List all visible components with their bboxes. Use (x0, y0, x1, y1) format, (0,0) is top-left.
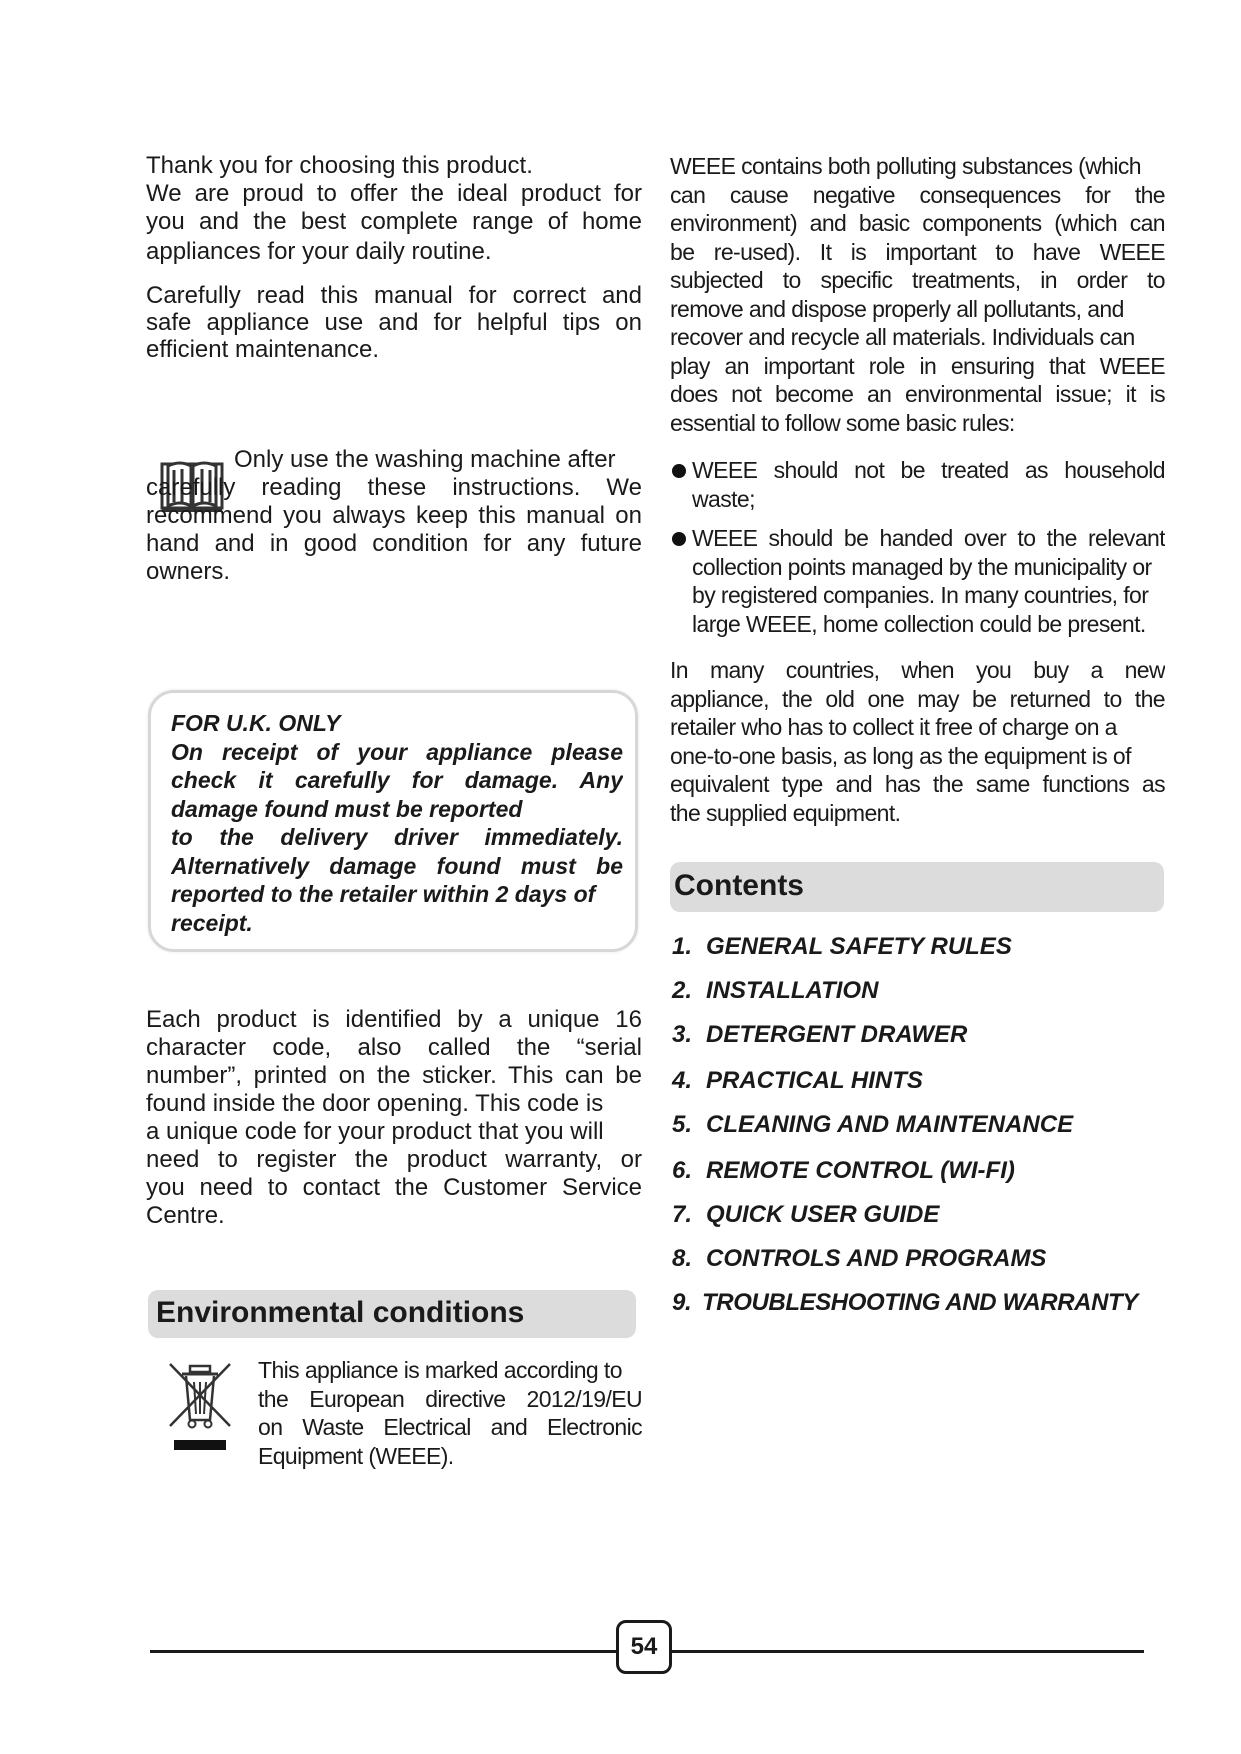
bullet-line: collection points managed by the municipality or (692, 553, 1152, 580)
serial-line: number”, printed on the sticker. This can be (146, 1062, 642, 1089)
right-column (670, 152, 1165, 1352)
take-back-line: In many countries, when you buy a new (670, 657, 1165, 683)
serial-line: Each product is identified by a unique 16 (146, 1006, 642, 1033)
uk-only-notice (148, 690, 638, 952)
weee-para-line: essential to follow some basic rules: (670, 409, 1015, 436)
toc-item[interactable] (672, 1200, 1165, 1230)
weee-para-line: WEEE contains both polluting substances (which (670, 153, 1141, 179)
intro-line: you and the best complete range of home (146, 208, 642, 235)
toc-label: GENERAL SAFETY RULES (706, 933, 1012, 960)
toc-number: 4. (672, 1067, 693, 1094)
serial-line: need to register the product warranty, or (146, 1146, 642, 1173)
weee-marking-text (258, 1356, 642, 1470)
weee-para-line: does not become an environmental issue; it is (670, 381, 1165, 407)
toc-label: QUICK USER GUIDE (706, 1201, 940, 1228)
serial-line: found inside the door opening. This code is (146, 1090, 604, 1117)
toc-number: 8. (672, 1245, 693, 1272)
footer-rule-right (672, 1650, 1144, 1653)
uk-notice-line: receipt. (171, 909, 253, 936)
uk-notice-text (171, 709, 623, 937)
bullet-line: WEEE should not be treated as household (692, 457, 1165, 483)
uk-notice-line: Alternatively damage found must be (171, 852, 623, 879)
bullet-line: WEEE should be handed over to the relevant (692, 525, 1165, 551)
toc-number: 3. (672, 1021, 693, 1048)
serial-line: a unique code for your product that you will (146, 1118, 604, 1145)
toc-item[interactable] (672, 1288, 1165, 1318)
read-manual-line: Carefully read this manual for correct and (146, 282, 642, 309)
crossed-out-bin-icon (166, 1360, 234, 1456)
serial-line: character code, also called the “serial (146, 1034, 642, 1061)
weee-para-line: recover and recycle all materials. Individuals can (670, 324, 1135, 350)
toc-item[interactable] (672, 976, 1165, 1006)
intro-line: Thank you for choosing this product. (146, 152, 533, 179)
toc-label: TROUBLESHOOTING AND WARRANTY (702, 1289, 1138, 1316)
bullet-line: by registered companies. In many countries, for (692, 582, 1149, 608)
uk-notice-line: damage found must be reported (171, 795, 523, 822)
weee-para-line: subjected to specific treatments, in order to (670, 267, 1165, 293)
weee-rule-bullet (670, 524, 1165, 638)
bullet-line: large WEEE, home collection could be present. (692, 610, 1146, 637)
toc-item[interactable] (672, 1244, 1165, 1274)
environmental-conditions-header: Environmental conditions (148, 1290, 636, 1338)
toc-number: 7. (672, 1201, 693, 1228)
page-number: 54 (616, 1620, 672, 1674)
intro-line: appliances for your daily routine. (146, 238, 492, 265)
take-back-line: appliance, the old one may be returned to the (670, 685, 1165, 712)
toc-label: CLEANING AND MAINTENANCE (706, 1111, 1074, 1138)
toc-item[interactable] (672, 1066, 1165, 1096)
toc-label: INSTALLATION (706, 977, 879, 1004)
instructions-line: carefully reading these instructions. We (146, 474, 642, 501)
toc-label: REMOTE CONTROL (WI-FI) (706, 1157, 1015, 1184)
instructions-line: Only use the washing machine after (234, 446, 616, 473)
serial-line: you need to contact the Customer Service (146, 1174, 642, 1201)
serial-line: Centre. (146, 1202, 225, 1229)
toc-number: 1. (672, 933, 693, 960)
bullet-dot-icon (672, 532, 686, 546)
weee-para-line: environment) and basic components (which can (670, 210, 1165, 236)
take-back-line: one-to-one basis, as long as the equipment is of (670, 742, 1131, 769)
read-manual-paragraph (146, 282, 642, 363)
instructions-line: recommend you always keep this manual on (146, 502, 642, 529)
toc-item[interactable] (672, 1020, 1165, 1050)
toc-number: 6. (672, 1157, 693, 1184)
intro-line: We are proud to offer the ideal product for (146, 180, 642, 207)
toc-number: 9. (672, 1289, 692, 1316)
serial-number-paragraph (146, 1006, 642, 1230)
uk-notice-line: reported to the retailer within 2 days of (171, 881, 596, 907)
instructions-paragraph (146, 446, 642, 586)
intro-paragraph (146, 152, 642, 266)
uk-notice-title: FOR U.K. ONLY (171, 710, 341, 736)
weee-para-line: can cause negative consequences for the (670, 181, 1165, 208)
uk-notice-line: to the delivery driver immediately. (171, 824, 623, 850)
toc-label: CONTROLS AND PROGRAMS (706, 1245, 1047, 1272)
toc-label: PRACTICAL HINTS (706, 1067, 923, 1094)
uk-notice-line: check it carefully for damage. Any (171, 767, 623, 793)
left-column (146, 152, 642, 1482)
weee-rule-bullet (670, 456, 1165, 513)
toc-item[interactable] (672, 1156, 1165, 1186)
toc-number: 5. (672, 1111, 693, 1138)
bullet-dot-icon (672, 464, 686, 478)
take-back-paragraph (670, 656, 1165, 827)
footer-rule-left (150, 1650, 616, 1653)
toc-label: DETERGENT DRAWER (706, 1021, 968, 1048)
contents-header: Contents (670, 862, 1164, 912)
weee-paragraph (670, 152, 1165, 437)
toc-item[interactable] (672, 932, 1165, 962)
weee-marking-line: on Waste Electrical and Electronic (258, 1414, 642, 1440)
uk-notice-line: On receipt of your appliance please (171, 738, 623, 765)
weee-marking-line: This appliance is marked according to (258, 1357, 622, 1383)
read-manual-line: safe appliance use and for helpful tips on (146, 309, 642, 336)
weee-para-line: be re-used). It is important to have WEEE (670, 238, 1165, 265)
toc-number: 2. (672, 977, 693, 1004)
bullet-line: waste; (692, 485, 755, 512)
instructions-line: hand and in good condition for any future (146, 530, 642, 557)
take-back-line: equivalent type and has the same functions as (670, 771, 1165, 797)
weee-marking-line: the European directive 2012/19/EU (258, 1385, 642, 1412)
take-back-line: retailer who has to collect it free of charge on a (670, 714, 1117, 740)
toc-item[interactable] (672, 1110, 1165, 1140)
take-back-line: the supplied equipment. (670, 799, 901, 826)
instructions-line: owners. (146, 558, 231, 585)
weee-para-line: play an important role in ensuring that WEEE (670, 352, 1165, 379)
weee-para-line: remove and dispose properly all pollutants, and (670, 295, 1124, 322)
read-manual-line: efficient maintenance. (146, 336, 380, 363)
weee-marking-line: Equipment (WEEE). (258, 1442, 454, 1469)
